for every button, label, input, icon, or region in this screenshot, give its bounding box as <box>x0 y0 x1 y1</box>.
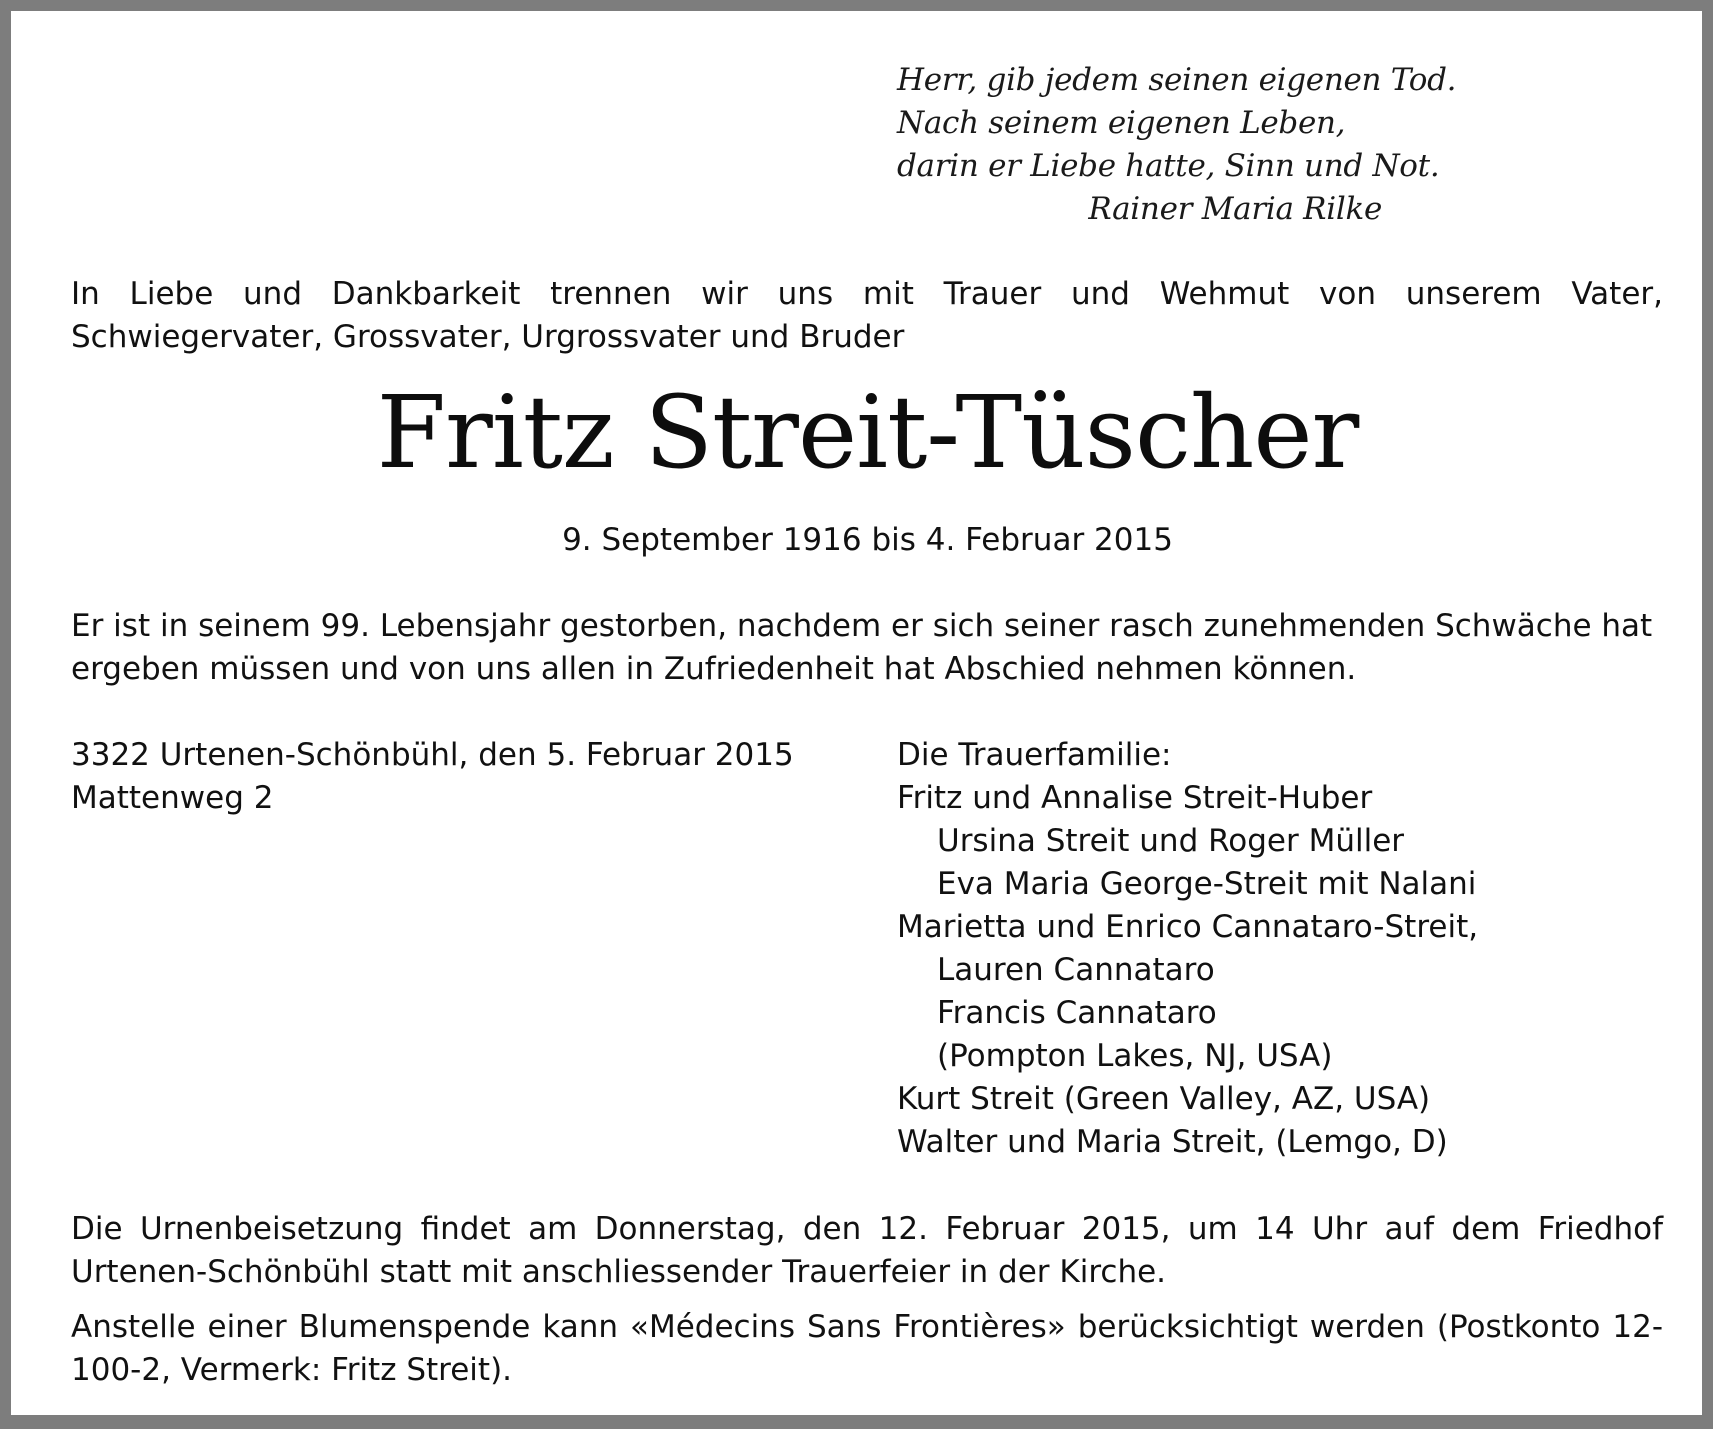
family-member: Walter und Maria Streit, (Lemgo, D) <box>897 1124 1448 1160</box>
address-line: Mattenweg 2 <box>71 780 274 816</box>
life-dates: 9. September 1916 bis 4. Februar 2015 <box>562 522 1173 558</box>
family-member: Eva Maria George-Streit mit Nalani <box>937 866 1477 902</box>
rilke-quote <box>897 59 1456 231</box>
family-member: Marietta und Enrico Cannataro-Streit, <box>897 909 1479 945</box>
family-member: (Pompton Lakes, NJ, USA) <box>937 1038 1333 1074</box>
quote-author: Rainer Maria Rilke <box>1088 191 1382 227</box>
family-member: Kurt Streit (Green Valley, AZ, USA) <box>897 1081 1431 1117</box>
family-member: Lauren Cannataro <box>937 952 1215 988</box>
family-member: Ursina Streit und Roger Müller <box>937 823 1405 859</box>
place-and-address <box>71 734 794 820</box>
quote-line: Herr, gib jedem seinen eigenen Tod. <box>897 62 1457 98</box>
family-member: Fritz und Annalise Streit-Huber <box>897 780 1373 816</box>
family-heading: Die Trauerfamilie: <box>897 737 1172 773</box>
burial-paragraph: Die Urnenbeisetzung findet am Donnerstag, den 12. Februar 2015, um 14 Uhr auf dem Friedhof Urtenen-Schönbühl statt mit anschliessender Trauerfeier in der Kirche. <box>71 1211 1663 1290</box>
place-date-line: 3322 Urtenen-Schönbühl, den 5. Februar 2015 <box>71 737 794 773</box>
death-paragraph: Er ist in seinem 99. Lebensjahr gestorben, nachdem er sich seiner rasch zunehmenden Schwäche hat ergeben müssen und von uns allen in Zufriedenheit hat Abschied nehmen können. <box>71 608 1653 687</box>
donation-paragraph: Anstelle einer Blumenspende kann «Médecins Sans Frontières» berücksichtigt werden (Postkonto 12-100-2, Vermerk: Fritz Streit). <box>71 1309 1663 1388</box>
intro-paragraph: In Liebe und Dankbarkeit trennen wir uns mit Trauer und Wehmut von unserem Vater, Schwiegervater, Grossvater, Urgrossvater und Bruder <box>71 276 1663 355</box>
mourning-family <box>897 734 1478 1164</box>
quote-line: Nach seinem eigenen Leben, <box>897 105 1346 141</box>
family-member: Francis Cannataro <box>937 995 1217 1031</box>
deceased-name: Fritz Streit-Tüscher <box>376 374 1359 491</box>
quote-line: darin er Liebe hatte, Sinn und Not. <box>897 148 1440 184</box>
